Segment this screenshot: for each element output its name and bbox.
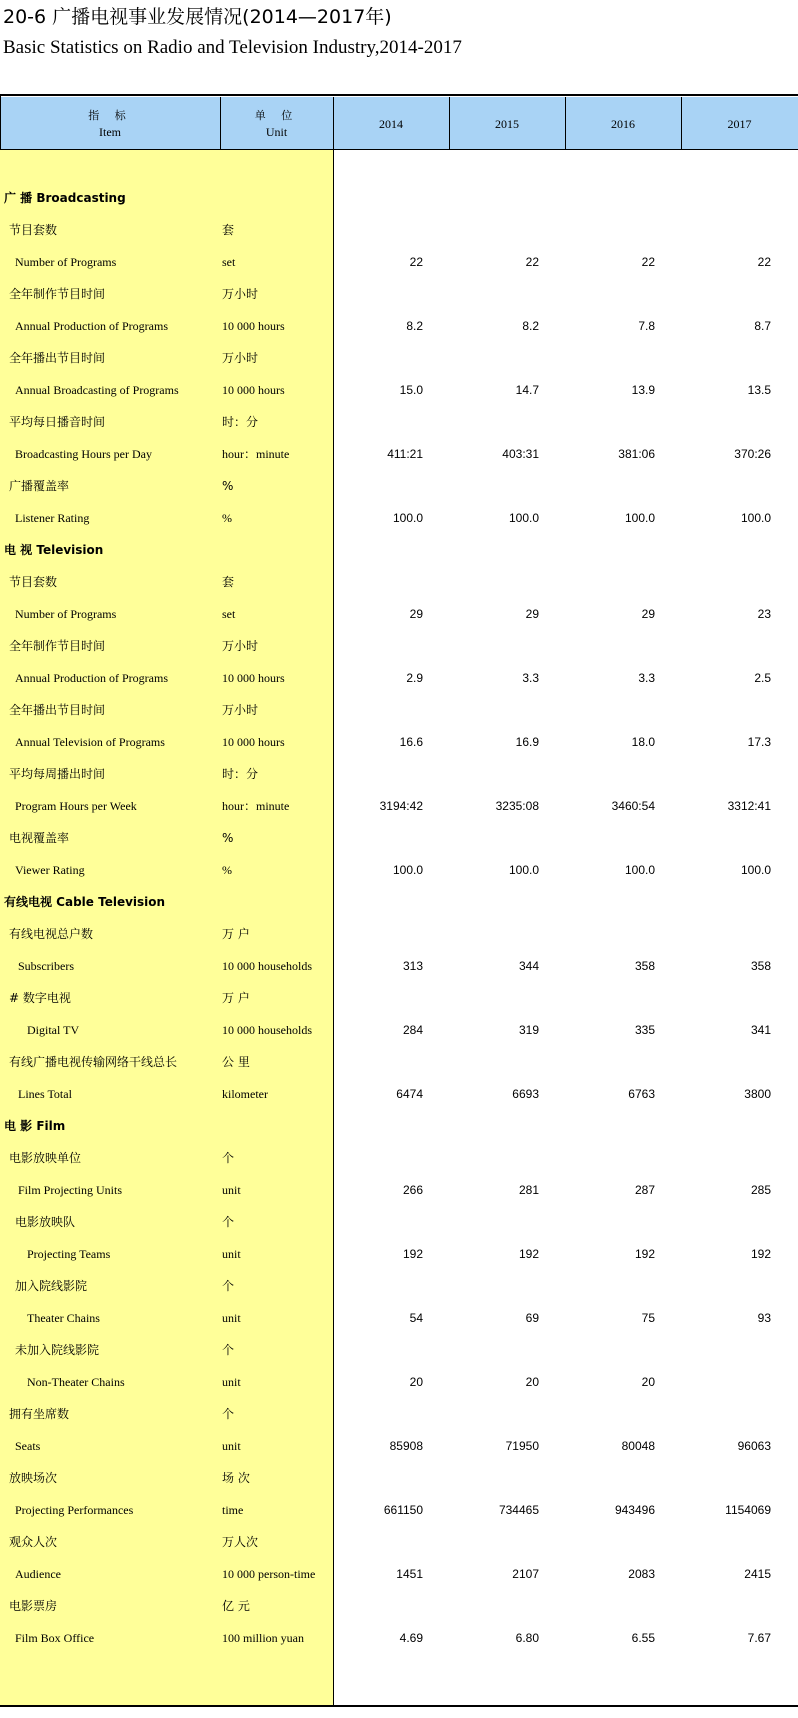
table-row bbox=[0, 950, 798, 982]
table-row bbox=[0, 1238, 798, 1270]
section-row bbox=[0, 182, 798, 214]
unit-label: 10 000 hours bbox=[222, 383, 285, 397]
value-cell-2016: 3.3 bbox=[638, 671, 655, 685]
table-row bbox=[0, 630, 798, 662]
table-body bbox=[0, 150, 798, 1654]
value-cell-2014: 313 bbox=[402, 959, 423, 973]
unit-label: 时：分 bbox=[222, 415, 259, 429]
item-label: 全年播出节目时间 bbox=[9, 351, 106, 365]
table-row bbox=[0, 726, 798, 758]
value-cell-2015: 6693 bbox=[512, 1087, 539, 1101]
unit-label: 10 000 households bbox=[222, 959, 312, 973]
table-row bbox=[0, 406, 798, 438]
value-cell-2015: 20 bbox=[525, 1375, 539, 1389]
section-row bbox=[0, 1110, 798, 1142]
value-cell-2015: 281 bbox=[518, 1183, 539, 1197]
section-row bbox=[0, 534, 798, 566]
value-cell-2017: 1154069 bbox=[725, 1503, 771, 1517]
unit-label: 10 000 hours bbox=[222, 319, 285, 333]
item-label: 有线电视总户数 bbox=[9, 927, 94, 941]
value-cell-2015: 319 bbox=[518, 1023, 539, 1037]
value-cell-2014: 3194:42 bbox=[379, 799, 423, 813]
value-cell-2014: 2.9 bbox=[406, 671, 423, 685]
table-row bbox=[0, 278, 798, 310]
item-label: Annual Television of Programs bbox=[15, 735, 165, 749]
section-label: 电 视 Television bbox=[4, 543, 104, 557]
unit-label: 100 million yuan bbox=[222, 1631, 304, 1645]
value-cell-2014: 6474 bbox=[396, 1087, 423, 1101]
value-cell-2015: 22 bbox=[525, 255, 539, 269]
unit-label: unit bbox=[222, 1375, 241, 1389]
item-label: 电影放映单位 bbox=[9, 1151, 82, 1165]
value-cell-2016: 943496 bbox=[614, 1503, 655, 1517]
unit-label: 万小时 bbox=[222, 703, 259, 717]
unit-label: 万人次 bbox=[222, 1535, 259, 1549]
value-cell-2016: 3460:54 bbox=[611, 799, 655, 813]
item-label: 电视覆盖率 bbox=[9, 831, 70, 845]
value-cell-2014: 1451 bbox=[396, 1567, 423, 1581]
header-item bbox=[0, 97, 220, 150]
table-row bbox=[0, 1558, 798, 1590]
unit-label: 个 bbox=[222, 1151, 235, 1165]
item-label: Non-Theater Chains bbox=[27, 1375, 125, 1389]
table-row bbox=[0, 694, 798, 726]
unit-label: kilometer bbox=[222, 1087, 268, 1101]
unit-label: 10 000 households bbox=[222, 1023, 312, 1037]
value-cell-2015: 8.2 bbox=[522, 319, 539, 333]
item-label: Lines Total bbox=[18, 1087, 72, 1101]
header-divider bbox=[0, 96, 1, 150]
item-label: Film Box Office bbox=[15, 1631, 95, 1645]
value-cell-2014: 192 bbox=[402, 1247, 423, 1261]
item-label: Audience bbox=[15, 1567, 61, 1581]
table-row bbox=[0, 246, 798, 278]
item-label: Annual Production of Programs bbox=[15, 319, 168, 333]
item-label: 电影放映队 bbox=[15, 1215, 76, 1229]
value-cell-2015: 100.0 bbox=[508, 863, 539, 877]
item-label: Annual Broadcasting of Programs bbox=[15, 383, 179, 397]
value-cell-2016: 20 bbox=[641, 1375, 655, 1389]
unit-label: % bbox=[222, 831, 234, 845]
value-cell-2014: 100.0 bbox=[392, 863, 423, 877]
header-year-2017: 2017 bbox=[727, 116, 752, 131]
unit-label: % bbox=[222, 863, 232, 877]
value-cell-2015: 344 bbox=[518, 959, 539, 973]
value-cell-2016: 6763 bbox=[628, 1087, 655, 1101]
table-row bbox=[0, 598, 798, 630]
value-cell-2017: 3800 bbox=[744, 1087, 771, 1101]
table-row bbox=[0, 470, 798, 502]
header-year-2016: 2016 bbox=[611, 116, 635, 131]
table-row bbox=[0, 918, 798, 950]
unit-label: 万 户 bbox=[222, 927, 250, 941]
value-cell-2016: 335 bbox=[634, 1023, 655, 1037]
value-cell-2016: 13.9 bbox=[631, 383, 655, 397]
value-cell-2016: 100.0 bbox=[624, 511, 655, 525]
item-label: Viewer Rating bbox=[15, 863, 85, 877]
unit-label: 10 000 hours bbox=[222, 735, 285, 749]
table-row bbox=[0, 1590, 798, 1622]
unit-label: set bbox=[222, 255, 236, 269]
value-cell-2015: 2107 bbox=[512, 1567, 539, 1581]
value-cell-2017: 93 bbox=[757, 1311, 771, 1325]
header-unit-cn: 单 位 bbox=[254, 108, 299, 122]
unit-label: 万小时 bbox=[222, 287, 259, 301]
unit-label: hour：minute bbox=[222, 447, 290, 461]
table-row bbox=[0, 310, 798, 342]
table-spacer bbox=[0, 150, 798, 182]
item-label: 电影票房 bbox=[9, 1599, 58, 1613]
item-label: Number of Programs bbox=[15, 255, 117, 269]
table-row bbox=[0, 1302, 798, 1334]
table-row bbox=[0, 1334, 798, 1366]
value-cell-2016: 192 bbox=[634, 1247, 655, 1261]
value-cell-2015: 3.3 bbox=[522, 671, 539, 685]
value-cell-2014: 22 bbox=[409, 255, 423, 269]
table-title-english: Basic Statistics on Radio and Television Industry,2014-2017 bbox=[3, 37, 462, 58]
value-cell-2014: 266 bbox=[402, 1183, 423, 1197]
table-row bbox=[0, 1174, 798, 1206]
top-rule bbox=[0, 94, 798, 96]
header-year-2015: 2015 bbox=[495, 116, 519, 131]
table-row bbox=[0, 1622, 798, 1654]
table-row bbox=[0, 1366, 798, 1398]
table-row bbox=[0, 1398, 798, 1430]
table-row bbox=[0, 1430, 798, 1462]
table-row bbox=[0, 342, 798, 374]
value-cell-2015: 6.80 bbox=[515, 1631, 539, 1645]
value-cell-2016: 18.0 bbox=[631, 735, 655, 749]
value-cell-2017: 285 bbox=[750, 1183, 771, 1197]
value-cell-2017: 100.0 bbox=[740, 511, 771, 525]
value-cell-2017: 96063 bbox=[737, 1439, 771, 1453]
header-divider bbox=[565, 97, 566, 150]
unit-label: set bbox=[222, 607, 236, 621]
unit-label: unit bbox=[222, 1439, 241, 1453]
item-label: Digital TV bbox=[27, 1023, 80, 1037]
value-cell-2015: 29 bbox=[525, 607, 539, 621]
value-cell-2016: 80048 bbox=[621, 1439, 655, 1453]
item-label: # 数字电视 bbox=[9, 991, 71, 1005]
unit-label: 10 000 hours bbox=[222, 671, 285, 685]
value-cell-2014: 54 bbox=[409, 1311, 423, 1325]
table-row bbox=[0, 566, 798, 598]
table-row bbox=[0, 1206, 798, 1238]
item-label: Program Hours per Week bbox=[15, 799, 137, 813]
table-row bbox=[0, 1078, 798, 1110]
value-cell-2016: 29 bbox=[641, 607, 655, 621]
item-label: 全年播出节目时间 bbox=[9, 703, 106, 717]
value-cell-2017: 3312:41 bbox=[727, 799, 771, 813]
section-row bbox=[0, 886, 798, 918]
value-cell-2014: 15.0 bbox=[399, 383, 423, 397]
header-year-2014: 2014 bbox=[379, 116, 403, 131]
table-row bbox=[0, 790, 798, 822]
item-label: 加入院线影院 bbox=[15, 1279, 88, 1293]
table-row bbox=[0, 1526, 798, 1558]
item-label: 广播覆盖率 bbox=[9, 479, 70, 493]
value-cell-2016: 7.8 bbox=[638, 319, 655, 333]
value-cell-2017: 192 bbox=[750, 1247, 771, 1261]
table-row bbox=[0, 758, 798, 790]
table-row bbox=[0, 1494, 798, 1526]
unit-label: 个 bbox=[222, 1279, 235, 1293]
section-label: 广 播 Broadcasting bbox=[4, 191, 126, 205]
item-label: 拥有坐席数 bbox=[9, 1407, 70, 1421]
value-cell-2015: 14.7 bbox=[515, 383, 539, 397]
header-item-cn: 指 标 bbox=[88, 108, 132, 122]
table-row bbox=[0, 1014, 798, 1046]
value-cell-2016: 22 bbox=[641, 255, 655, 269]
section-label: 电 影 Film bbox=[4, 1119, 66, 1133]
value-cell-2015: 192 bbox=[518, 1247, 539, 1261]
table-row bbox=[0, 214, 798, 246]
value-cell-2015: 69 bbox=[525, 1311, 539, 1325]
value-cell-2014: 20 bbox=[409, 1375, 423, 1389]
item-label: 全年制作节目时间 bbox=[9, 639, 106, 653]
item-label: 有线广播电视传输网络干线总长 bbox=[9, 1055, 178, 1069]
unit-label: 套 bbox=[222, 223, 235, 237]
unit-label: 万小时 bbox=[222, 351, 259, 365]
unit-label: unit bbox=[222, 1311, 241, 1325]
value-cell-2016: 358 bbox=[634, 959, 655, 973]
table-row bbox=[0, 662, 798, 694]
unit-label: 个 bbox=[222, 1407, 235, 1421]
value-cell-2015: 16.9 bbox=[515, 735, 539, 749]
unit-label: % bbox=[222, 511, 232, 525]
item-label: Projecting Teams bbox=[27, 1247, 111, 1261]
item-label: 平均每日播音时间 bbox=[9, 415, 106, 429]
value-cell-2014: 100.0 bbox=[392, 511, 423, 525]
unit-label: 时：分 bbox=[222, 767, 259, 781]
item-label: Broadcasting Hours per Day bbox=[15, 447, 152, 461]
table-row bbox=[0, 822, 798, 854]
table-row bbox=[0, 854, 798, 886]
header-item-en: Item bbox=[99, 124, 121, 139]
item-label: Number of Programs bbox=[15, 607, 117, 621]
item-label: Annual Production of Programs bbox=[15, 671, 168, 685]
value-cell-2014: 85908 bbox=[389, 1439, 423, 1453]
unit-label: unit bbox=[222, 1247, 241, 1261]
value-cell-2014: 29 bbox=[409, 607, 423, 621]
value-cell-2014: 8.2 bbox=[406, 319, 423, 333]
item-label: Subscribers bbox=[18, 959, 74, 973]
unit-label: 个 bbox=[222, 1215, 235, 1229]
item-label: 放映场次 bbox=[9, 1471, 58, 1485]
unit-label: time bbox=[222, 1503, 244, 1517]
value-cell-2016: 100.0 bbox=[624, 863, 655, 877]
item-label: Projecting Performances bbox=[15, 1503, 134, 1517]
value-cell-2015: 71950 bbox=[505, 1439, 539, 1453]
table-row bbox=[0, 1270, 798, 1302]
item-label: 平均每周播出时间 bbox=[9, 767, 106, 781]
unit-label: 公 里 bbox=[222, 1055, 250, 1069]
unit-label: 亿 元 bbox=[222, 1599, 250, 1613]
table-row bbox=[0, 982, 798, 1014]
value-cell-2015: 100.0 bbox=[508, 511, 539, 525]
table-row bbox=[0, 438, 798, 470]
unit-label: 10 000 person-time bbox=[222, 1567, 316, 1581]
header-divider bbox=[449, 97, 450, 150]
item-label: 观众人次 bbox=[9, 1535, 58, 1549]
unit-label: 套 bbox=[222, 575, 235, 589]
bottom-rule bbox=[0, 1705, 798, 1707]
value-cell-2014: 284 bbox=[402, 1023, 423, 1037]
item-label: Film Projecting Units bbox=[18, 1183, 123, 1197]
table-title-chinese: 20-6 广播电视事业发展情况(2014—2017年) bbox=[3, 6, 392, 28]
header-unit-en: Unit bbox=[265, 124, 288, 139]
value-cell-2014: 411:21 bbox=[387, 447, 423, 461]
value-cell-2014: 16.6 bbox=[399, 735, 423, 749]
unit-label: unit bbox=[222, 1183, 241, 1197]
value-cell-2017: 100.0 bbox=[740, 863, 771, 877]
value-cell-2017: 13.5 bbox=[747, 383, 771, 397]
item-label: 节目套数 bbox=[9, 223, 58, 237]
item-label: Theater Chains bbox=[27, 1311, 100, 1325]
table-row bbox=[0, 1142, 798, 1174]
value-cell-2017: 341 bbox=[750, 1023, 771, 1037]
section-label: 有线电视 Cable Television bbox=[4, 895, 166, 909]
unit-label: 个 bbox=[222, 1343, 235, 1357]
table-header bbox=[0, 97, 798, 150]
value-cell-2016: 75 bbox=[641, 1311, 655, 1325]
value-cell-2016: 6.55 bbox=[631, 1631, 655, 1645]
unit-label: 万 户 bbox=[222, 991, 250, 1005]
value-cell-2016: 287 bbox=[634, 1183, 655, 1197]
table-row bbox=[0, 1462, 798, 1494]
value-cell-2014: 661150 bbox=[383, 1503, 423, 1517]
value-cell-2017: 8.7 bbox=[754, 319, 771, 333]
value-cell-2017: 23 bbox=[757, 607, 771, 621]
value-cell-2015: 403:31 bbox=[502, 447, 539, 461]
value-cell-2017: 17.3 bbox=[747, 735, 771, 749]
item-label: 未加入院线影院 bbox=[15, 1343, 100, 1357]
unit-label: 场 次 bbox=[222, 1471, 250, 1485]
header-divider bbox=[220, 97, 221, 150]
value-cell-2017: 370:26 bbox=[734, 447, 771, 461]
value-cell-2016: 2083 bbox=[628, 1567, 655, 1581]
item-label: Listener Rating bbox=[15, 511, 90, 525]
unit-label: hour：minute bbox=[222, 799, 290, 813]
table-row bbox=[0, 1046, 798, 1078]
value-cell-2017: 2.5 bbox=[754, 671, 771, 685]
table-row bbox=[0, 374, 798, 406]
value-cell-2017: 22 bbox=[757, 255, 771, 269]
value-cell-2015: 734465 bbox=[498, 1503, 539, 1517]
value-cell-2015: 3235:08 bbox=[495, 799, 539, 813]
unit-label: 万小时 bbox=[222, 639, 259, 653]
table-row bbox=[0, 502, 798, 534]
header-divider bbox=[681, 97, 682, 150]
item-label: 全年制作节目时间 bbox=[9, 287, 106, 301]
item-label: Seats bbox=[15, 1439, 41, 1453]
value-cell-2017: 2415 bbox=[744, 1567, 771, 1581]
item-label: 节目套数 bbox=[9, 575, 58, 589]
value-cell-2016: 381:06 bbox=[618, 447, 655, 461]
value-cell-2014: 4.69 bbox=[399, 1631, 423, 1645]
header-unit bbox=[220, 97, 333, 150]
unit-label: % bbox=[222, 479, 234, 493]
value-cell-2017: 7.67 bbox=[747, 1631, 771, 1645]
value-cell-2017: 358 bbox=[750, 959, 771, 973]
